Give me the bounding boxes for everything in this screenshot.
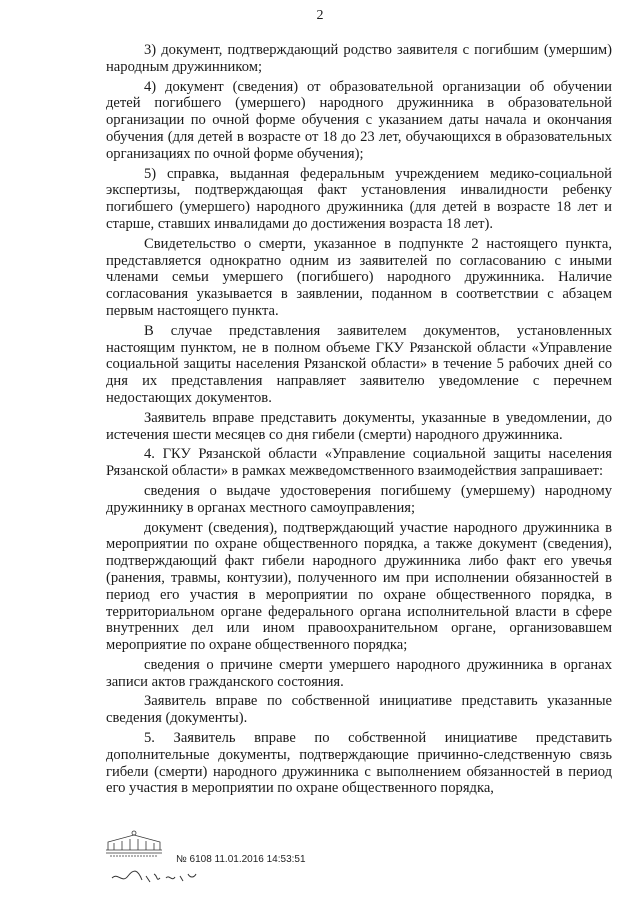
paragraph: 5. Заявитель вправе по собственной инициативе представить дополнительные документы, подтверждающие причинно-следственную связь гибели (смерти) народного дружинника с выполнением обязанностей в период его участия в мероприятии по охране общественного порядка, [106,730,612,797]
paragraph: Свидетельство о смерти, указанное в подпункте 2 настоящего пункта, представляется однократно одним из заявителей по согласованию с иными членами семьи умершего (погибшего) народного дружинника. Наличие согласования указывается в заявлении, поданном в соответствии с абзацем первым настоящего пункта. [106,235,612,319]
paragraph: сведения о выдаче удостоверения погибшему (умершему) народному дружиннику в органах местного самоуправления; [106,482,612,516]
paragraph: Заявитель вправе представить документы, указанные в уведомлении, до истечения шести месяцев со дня гибели (смерти) народного дружинника. [106,409,612,443]
paragraph: сведения о причине смерти умершего народного дружинника в органах записи актов гражданского состояния. [106,656,612,690]
paragraph: 4. ГКУ Рязанской области «Управление социальной защиты населения Рязанской области» в рамках межведомственного взаимодействия запрашивает: [106,446,612,480]
paragraph: 5) справка, выданная федеральным учреждением медико-социальной экспертизы, подтверждающая факт установления инвалидности ребенку погибшего (умершего) народного дружинника (для детей в возрасте 18 лет и старше, ставших инвалидами до достижения возраста 18 лет). [106,165,612,232]
document-body [106,42,612,797]
footer [104,830,364,890]
page-number: 2 [316,8,324,23]
paragraph: В случае представления заявителем документов, установленных настоящим пунктом, не в полном объеме ГКУ Рязанской области «Управление социальной защиты населения Рязанской области» в течение 5 рабочих дней со дня их представления направляет заявителю уведомление с перечнем недостающих документов. [106,322,612,406]
paragraph: Заявитель вправе по собственной инициативе представить указанные сведения (документы). [106,693,612,727]
paragraph: 3) документ, подтверждающий родство заявителя с погибшим (умершим) народным дружинником; [106,42,612,75]
signature-icon [110,864,200,890]
registration-stamp: № 6108 11.01.2016 14:53:51 [176,854,306,865]
paragraph: 4) документ (сведения) от образовательной организации об обучении детей погибшего (умершего) народного дружинника в образовательной организации по очной форме обучения с указанием даты начала и окончания обучения (для детей в возрасте от 18 до 23 лет, обучающихся в образовательных организациях по очной форме обучения); [106,78,612,162]
paragraph: документ (сведения), подтверждающий участие народного дружинника в мероприятии по охране общественного порядка, а также документ (сведения), подтверждающий факт гибели народного дружинника либо факт его увечья (ранения, травмы, контузии), полученного им при исполнении обязанностей в период его участия в мероприятии по охране общественного порядка, в территориальном органе федерального органа исполнительной власти в сфере внутренних дел или ином правоохранительном органе, организовавшем мероприятие по охране общественного порядка; [106,519,612,654]
building-seal-icon [104,830,164,858]
